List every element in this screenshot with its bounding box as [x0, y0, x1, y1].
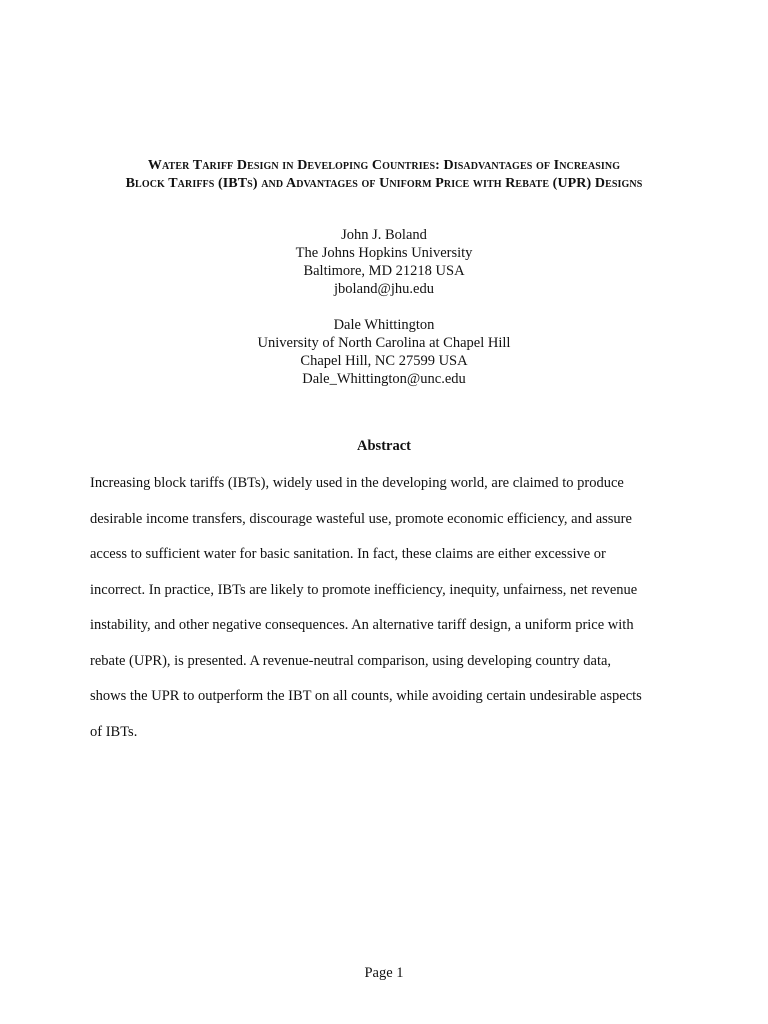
author-address: Chapel Hill, NC 27599 USA — [300, 353, 468, 369]
abstract-line: Increasing block tariffs (IBTs), widely used in the developing world, are claimed to produce — [90, 475, 624, 491]
page-number: Page 1 — [364, 965, 404, 981]
author-block-boland — [0, 226, 768, 298]
abstract-line: of IBTs. — [90, 723, 138, 740]
author-name: John J. Boland — [341, 227, 427, 243]
abstract-heading: Abstract — [357, 438, 411, 454]
abstract-line: instability, and other negative consequences. An alternative tariff design, a uniform price with — [90, 617, 634, 633]
author-affiliation: University of North Carolina at Chapel Hill — [257, 335, 511, 351]
author-address: Baltimore, MD 21218 USA — [303, 263, 465, 279]
paper-title — [40, 157, 728, 193]
abstract-line: access to sufficient water for basic sanitation. In fact, these claims are either excessive or — [90, 546, 606, 562]
author-affiliation: The Johns Hopkins University — [295, 245, 473, 261]
title-line-1: Water Tariff Design in Developing Countries: Disadvantages of Increasing — [147, 158, 621, 173]
abstract-line: incorrect. In practice, IBTs are likely to promote inefficiency, inequity, unfairness, net revenue — [90, 581, 638, 598]
abstract-body — [90, 474, 690, 758]
abstract-line: desirable income transfers, discourage wasteful use, promote economic efficiency, and assure — [90, 510, 632, 527]
author-email: jboland@jhu.edu — [334, 281, 434, 297]
author-name: Dale Whittington — [333, 317, 435, 333]
abstract-line: rebate (UPR), is presented. A revenue-neutral comparison, using developing country data, — [90, 652, 612, 669]
author-email: Dale_Whittington@unc.edu — [302, 371, 466, 387]
author-block-whittington — [0, 316, 768, 388]
abstract-line: shows the UPR to outperform the IBT on all counts, while avoiding certain undesirable aspects — [90, 688, 642, 704]
title-line-2: Block Tariffs (IBTs) and Advantages of Uniform Price with Rebate (UPR) Designs — [125, 176, 643, 191]
